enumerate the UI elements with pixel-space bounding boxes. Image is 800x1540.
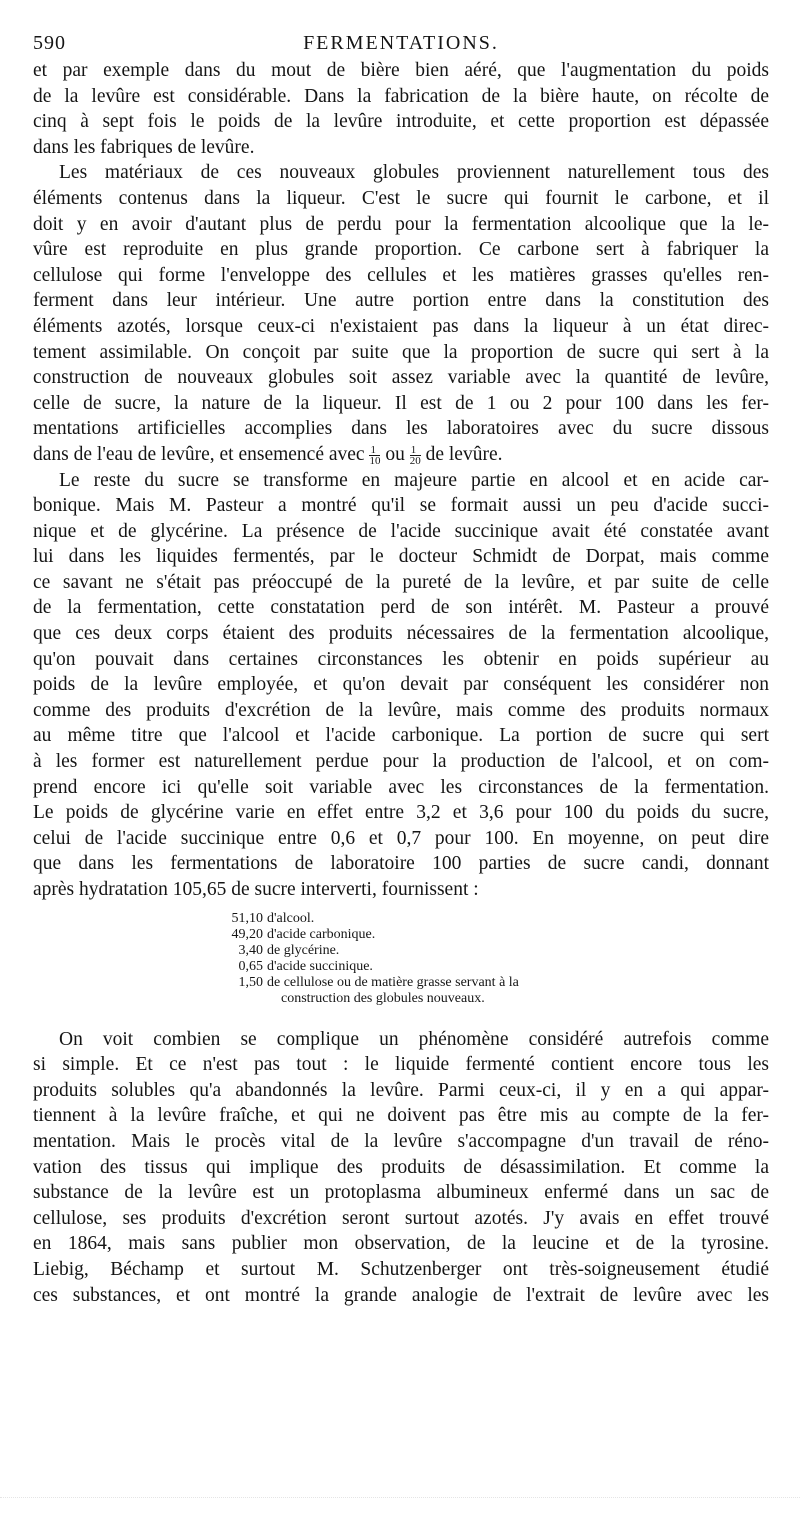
text-line: construction de nouveaux globules soit assez variable avec la quantité de levûre, xyxy=(33,367,769,389)
page-number: 590 xyxy=(33,32,66,54)
page-header xyxy=(33,28,769,58)
table-row xyxy=(229,975,769,991)
text-line: nique et de glycérine. La présence de l'acide succinique avait été constatée avant xyxy=(33,520,769,542)
text-line: Le reste du sucre se transforme en majeure partie en alcool et en acide car- xyxy=(59,469,769,491)
fraction-line-before: dans de l'eau de levûre, et ensemencé avec xyxy=(33,443,370,465)
text-line: cinq à sept fois le poids de la levûre introduite, et cette proportion est dépassée xyxy=(33,111,769,133)
composition-table xyxy=(33,911,769,1007)
text-line: comme des produits d'excrétion de la levûre, mais comme des produits normaux xyxy=(33,699,769,721)
table-row xyxy=(229,959,769,975)
fraction-one-tenth xyxy=(369,445,380,466)
text-line: Les matériaux de ces nouveaux globules proviennent naturellement tous des xyxy=(59,162,769,184)
text-line: tiennent à la levûre fraîche, et qui ne doivent pas être mis au compte de la fer- xyxy=(33,1105,769,1127)
text-line: après hydratation 105,65 de sucre interverti, fournissent : xyxy=(33,879,479,900)
text-line: à les former est naturellement perdue pour la production de l'alcool, et on com- xyxy=(33,751,769,773)
row-label: d'alcool. xyxy=(267,910,315,926)
text-line: Liebig, Béchamp et surtout M. Schutzenberger ont très-soigneusement étudié xyxy=(33,1258,769,1280)
row-value: 49,20 xyxy=(231,926,263,942)
text-line: bonique. Mais M. Pasteur a montré qu'il se formait aussi un peu d'acide succi- xyxy=(33,495,769,517)
text-line: poids de la levûre employée, et qu'on devait par conséquent les considérer non xyxy=(33,674,769,696)
text-line: mentation. Mais le procès vital de la levûre s'accompagne d'un travail de réno- xyxy=(33,1130,769,1152)
text-line: qu'on pouvait dans certaines circonstances les obtenir en poids supérieur au xyxy=(33,648,769,670)
text-line: dans les fabriques de levûre. xyxy=(33,136,255,158)
text-line: cellulose qui forme l'enveloppe des cellules et les matières grasses qu'elles ren- xyxy=(33,264,769,286)
fraction-numerator: 1 xyxy=(410,445,421,456)
text-line: doit y en avoir d'autant plus de perdu pour la fermentation alcoolique que la le- xyxy=(33,213,769,235)
text-line: si simple. Et ce n'est pas tout : le liquide fermenté contient encore tous les xyxy=(33,1054,769,1076)
text-line: celui de l'acide succinique entre 0,6 et 0,7 pour 100. En moyenne, on peut dire xyxy=(33,827,769,849)
text-line: cellulose, ses produits d'excrétion seront surtout azotés. J'y avais en effet trouvé xyxy=(33,1207,769,1229)
text-line: de la fermentation, cette constatation perd de son intérêt. M. Pasteur a prouvé xyxy=(33,597,769,619)
text-line: produits solubles qu'a abandonnés la levûre. Parmi ceux-ci, il y en a qui appar- xyxy=(33,1079,769,1101)
text-line: On voit combien se complique un phénomène considéré autrefois comme xyxy=(59,1028,769,1050)
text-line: ce savant ne s'était pas préoccupé de la pureté de la levûre, et par suite de celle xyxy=(33,571,769,593)
text-line: mentations artificielles accomplies dans les laboratoires avec du sucre dissous xyxy=(33,418,769,440)
row-label: de glycérine. xyxy=(267,942,340,958)
page xyxy=(33,28,769,1308)
text-line: que ces deux corps étaient des produits nécessaires de la fermentation alcoolique, xyxy=(33,623,769,645)
text-line: tement assimilable. On conçoit par suite que la proportion de sucre qui sert à la xyxy=(33,341,769,363)
fraction-numerator: 1 xyxy=(369,445,380,456)
fraction-line-after: de levûre. xyxy=(420,443,503,465)
fraction-line-middle: ou xyxy=(380,443,410,465)
scan-artifact-divider xyxy=(0,1497,800,1506)
text-line: en 1864, mais sans publier mon observation, de la leucine et de la tyrosine. xyxy=(33,1233,769,1255)
text-line: vûre est reproduite en plus grande proportion. Ce carbone sert à fabriquer la xyxy=(33,239,769,261)
table-row xyxy=(229,911,769,927)
paragraph-4 xyxy=(33,1027,769,1309)
paragraph-3 xyxy=(33,468,769,903)
text-line: prend encore ici qu'elle soit variable avec les circonstances de la fermentation. xyxy=(33,776,769,798)
text-line: que dans les fermentations de laboratoire 100 parties de sucre candi, donnant xyxy=(33,853,769,875)
running-title: FERMENTATIONS. xyxy=(303,32,499,54)
row-value: 51,10 xyxy=(231,910,263,926)
text-line: ferment dans leur intérieur. Une autre portion entre dans la constitution des xyxy=(33,290,769,312)
text-line: de la levûre est considérable. Dans la fabrication de la bière haute, on récolte de xyxy=(33,85,769,107)
table-row-continuation: construction des globules nouveaux. xyxy=(281,990,485,1006)
text-line: éléments contenus dans la liqueur. C'est le sucre qui fournit le carbone, et il xyxy=(33,187,769,209)
fraction-denominator: 10 xyxy=(369,454,381,467)
text-line: substance de la levûre est un protoplasma albumineux enfermé dans un sac de xyxy=(33,1182,769,1204)
text-line: Le poids de glycérine varie en effet entre 3,2 et 3,6 pour 100 du poids du sucre, xyxy=(33,802,769,824)
row-value: 1,50 xyxy=(238,974,263,990)
table-row xyxy=(229,943,769,959)
fraction-one-twentieth xyxy=(410,445,421,466)
text-line: vation des tissus qui implique des produits de désassimilation. Et comme la xyxy=(33,1156,769,1178)
text-line: lui dans les liquides fermentés, par le docteur Schmidt de Dorpat, mais comme xyxy=(33,546,769,568)
text-line: celle de sucre, la nature de la liqueur. Il est de 1 ou 2 pour 100 dans les fer- xyxy=(33,392,769,414)
text-line: et par exemple dans du mout de bière bien aéré, que l'augmentation du poids xyxy=(33,60,769,81)
paragraph-2 xyxy=(33,160,769,467)
text-line: éléments azotés, lorsque ceux-ci n'existaient pas dans la liqueur à un état direc- xyxy=(33,315,769,337)
table-row xyxy=(229,927,769,943)
row-label: d'acide succinique. xyxy=(267,958,373,974)
row-label: de cellulose ou de matière grasse servant à la xyxy=(267,974,519,990)
paragraph-1 xyxy=(33,58,769,160)
fraction-denominator: 20 xyxy=(409,454,421,467)
text-line: ces substances, et ont montré la grande analogie de l'extrait de levûre avec les xyxy=(33,1284,769,1306)
row-value: 3,40 xyxy=(238,942,263,958)
row-value: 0,65 xyxy=(238,958,263,974)
fraction-line xyxy=(33,442,769,468)
row-label: d'acide carbonique. xyxy=(267,926,376,942)
text-line: au même titre que l'alcool et l'acide carbonique. La portion de sucre qui sert xyxy=(33,725,769,747)
